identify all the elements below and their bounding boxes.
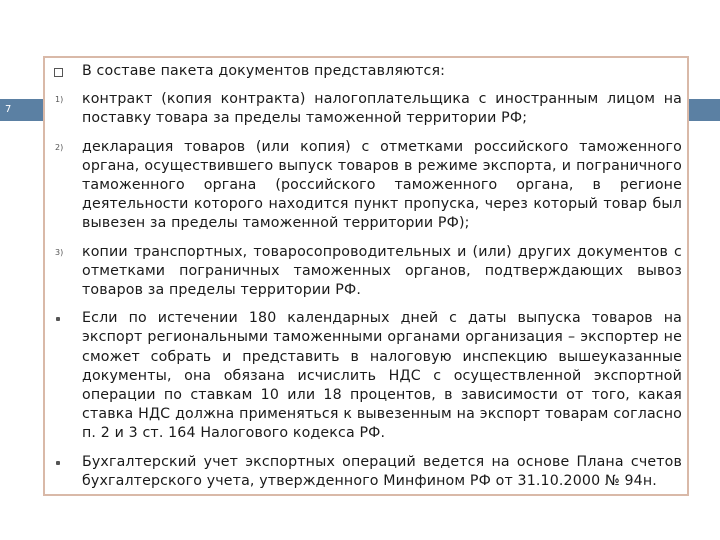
- list-item-text: Если по истечении 180 календарных дней с даты выпуска товаров на экспорт региональными таможенными органами организация – экспортер не сможет собрать и представить в налоговую инспекцию вышеуказанные документы, она обязана исчислить НДС с осуществленной экспортной операции по ставкам 10 или 18 процентов, в зависимости от того, какая ставка НДС должна применяться к вывезенным на экспорт товарам согласно п. 2 и 3 ст. 164 Налогового кодекса РФ.: [82, 310, 682, 442]
- slide-content: [52, 60, 682, 491]
- list-item-bullet-2: [52, 453, 682, 491]
- list-number: 2): [55, 142, 64, 152]
- list-item-bullet-1: [52, 309, 682, 443]
- list-number: 3): [55, 247, 64, 257]
- list-item-text: Бухгалтерский учет экспортных операций ведется на основе Плана счетов бухгалтерского учета, утвержденного Минфином РФ от 31.10.2000 № 94н.: [82, 453, 682, 489]
- list-item-text: копии транспортных, товаросопроводительных и (или) других документов с отметками пограничных таможенных органов, подтверждающих вывоз товаров за пределы территории РФ.: [82, 243, 682, 299]
- list-item-intro: [52, 62, 682, 81]
- list-item-text: декларация товаров (или копия) с отметками российского таможенного органа, осуществившего выпуск товаров в режиме экспорта, и пограничного таможенного органа (российского таможенного органа, в регионе деятельности которого находится пункт пропуска, через который товар был вывезен за пределы таможенной территории РФ);: [82, 138, 682, 232]
- list-item-text: контракт (копия контракта) налогоплательщика с иностранным лицом на поставку товара за пределы таможенной территории РФ;: [82, 91, 682, 127]
- list-item-3: [52, 243, 682, 301]
- list-item-2: [52, 138, 682, 234]
- slide-number: 7: [5, 104, 12, 115]
- checkbox-bullet-icon: [54, 68, 63, 77]
- list-number: 1): [55, 95, 64, 105]
- bullet-icon: [56, 317, 60, 321]
- list-item-text: В составе пакета документов представляются:: [82, 63, 446, 79]
- bullet-icon: [56, 461, 60, 465]
- list-item-1: [52, 90, 682, 128]
- right-accent-bar: [689, 99, 720, 121]
